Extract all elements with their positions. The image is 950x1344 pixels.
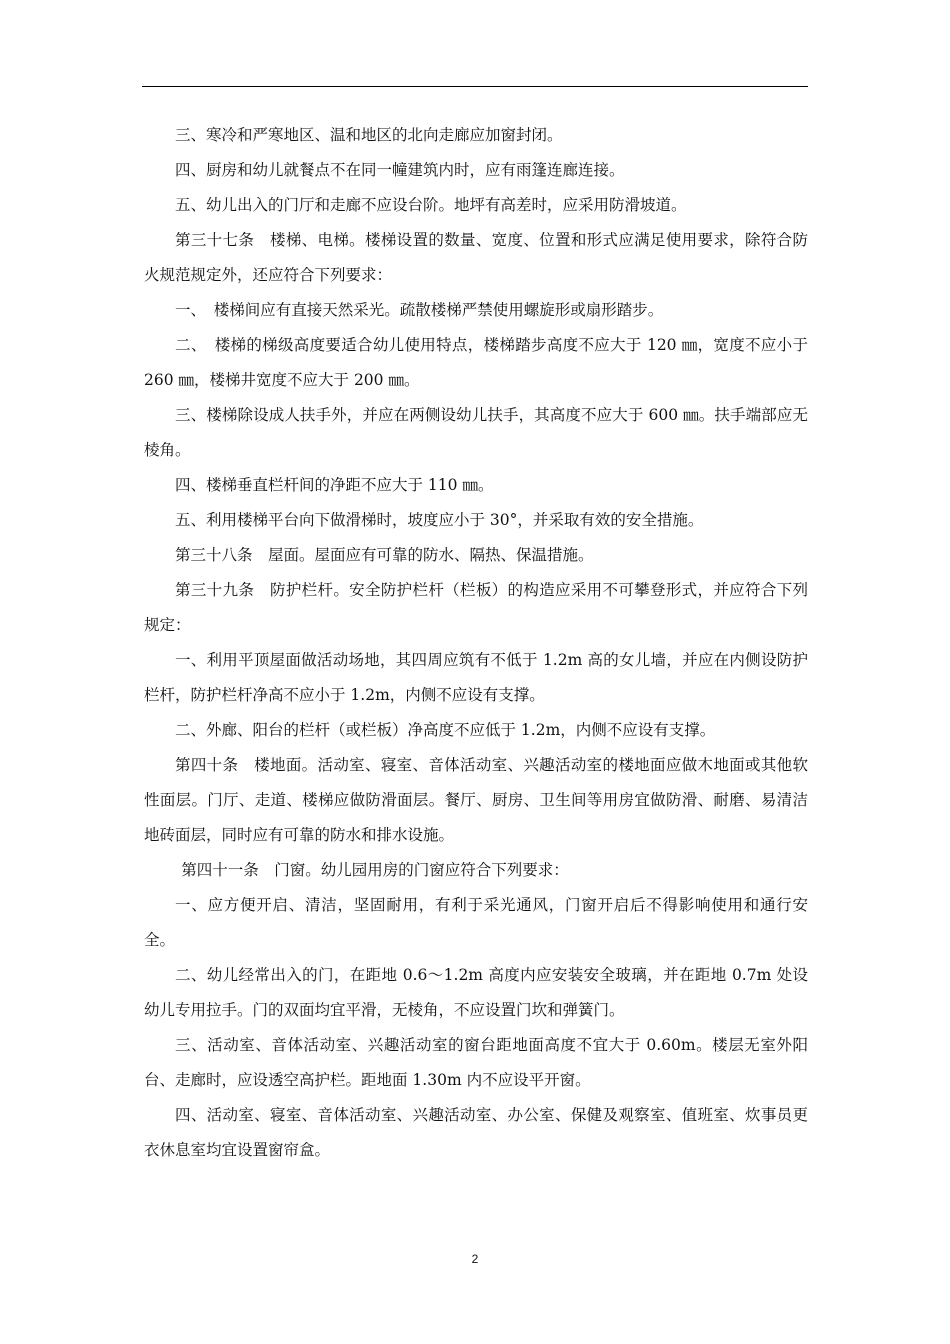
- article-39-heading: 第三十九条 防护栏杆。安全防护栏杆（栏板）的构造应采用不可攀登形式，并应符合下列规定：: [144, 581, 808, 634]
- paragraph: 五、利用楼梯平台向下做滑梯时，坡度应小于 30°，并采取有效的安全措施。: [175, 511, 704, 529]
- header-rule: [142, 86, 808, 87]
- paragraph: 一、应方便开启、清洁，坚固耐用，有利于采光通风，门窗开启后不得影响使用和通行安全。: [144, 896, 808, 949]
- article-41-heading: 第四十一条 门窗。幼儿园用房的门窗应符合下列要求：: [181, 861, 569, 879]
- paragraph: 一、 楼梯间应有直接天然采光。疏散楼梯严禁使用螺旋形或扇形踏步。: [175, 301, 664, 319]
- article-37-heading: 第三十七条 楼梯、电梯。楼梯设置的数量、宽度、位置和形式应满足使用要求，除符合防火规范规定外，还应符合下列要求：: [144, 231, 808, 284]
- page-number: 2: [471, 1252, 479, 1266]
- paragraph: 二、幼儿经常出入的门，在距地 0.6～1.2m 高度内应安装安全玻璃，并在距地 0.7m 处设幼儿专用拉手。门的双面均宜平滑，无棱角，不应设置门坎和弹簧门。: [144, 966, 808, 1019]
- document-body: [144, 118, 813, 1168]
- paragraph: 四、厨房和幼儿就餐点不在同一幢建筑内时，应有雨篷连廊连接。: [175, 161, 625, 179]
- paragraph: 三、楼梯除设成人扶手外，并应在两侧设幼儿扶手，其高度不应大于 600 ㎜。扶手端部应无棱角。: [144, 406, 808, 459]
- paragraph: 四、楼梯垂直栏杆间的净距不应大于 110 ㎜。: [175, 476, 494, 494]
- paragraph: 三、寒冷和严寒地区、温和地区的北向走廊应加窗封闭。: [175, 126, 563, 144]
- paragraph: 二、外廊、阳台的栏杆（或栏板）净高度不应低于 1.2m，内侧不应设有支撑。: [175, 721, 716, 739]
- paragraph: 三、活动室、音体活动室、兴趣活动室的窗台距地面高度不宜大于 0.60m。楼层无室外阳台、走廊时，应设透空高护栏。距地面 1.30m 内不应设平开窗。: [144, 1036, 808, 1089]
- paragraph: 五、幼儿出入的门厅和走廊不应设台阶。地坪有高差时，应采用防滑坡道。: [175, 196, 687, 214]
- paragraph: 一、利用平顶屋面做活动场地，其四周应筑有不低于 1.2m 高的女儿墙，并应在内侧设防护栏杆，防护栏杆净高不应小于 1.2m，内侧不应设有支撑。: [144, 651, 808, 704]
- paragraph: 二、 楼梯的梯级高度要适合幼儿使用特点，楼梯踏步高度不应大于 120 ㎜，宽度不应小于 260 ㎜，楼梯井宽度不应大于 200 ㎜。: [144, 336, 813, 389]
- article-40-heading: 第四十条 楼地面。活动室、寝室、音体活动室、兴趣活动室的楼地面应做木地面或其他软性面层。门厅、走道、楼梯应做防滑面层。餐厅、厨房、卫生间等用房宜做防滑、耐磨、易清洁地砖面层，同时应有可靠的防水和排水设施。: [144, 756, 808, 844]
- article-38-heading: 第三十八条 屋面。屋面应有可靠的防水、隔热、保温措施。: [175, 546, 594, 564]
- paragraph: 四、活动室、寝室、音体活动室、兴趣活动室、办公室、保健及观察室、值班室、炊事员更衣休息室均宜设置窗帘盒。: [144, 1106, 808, 1159]
